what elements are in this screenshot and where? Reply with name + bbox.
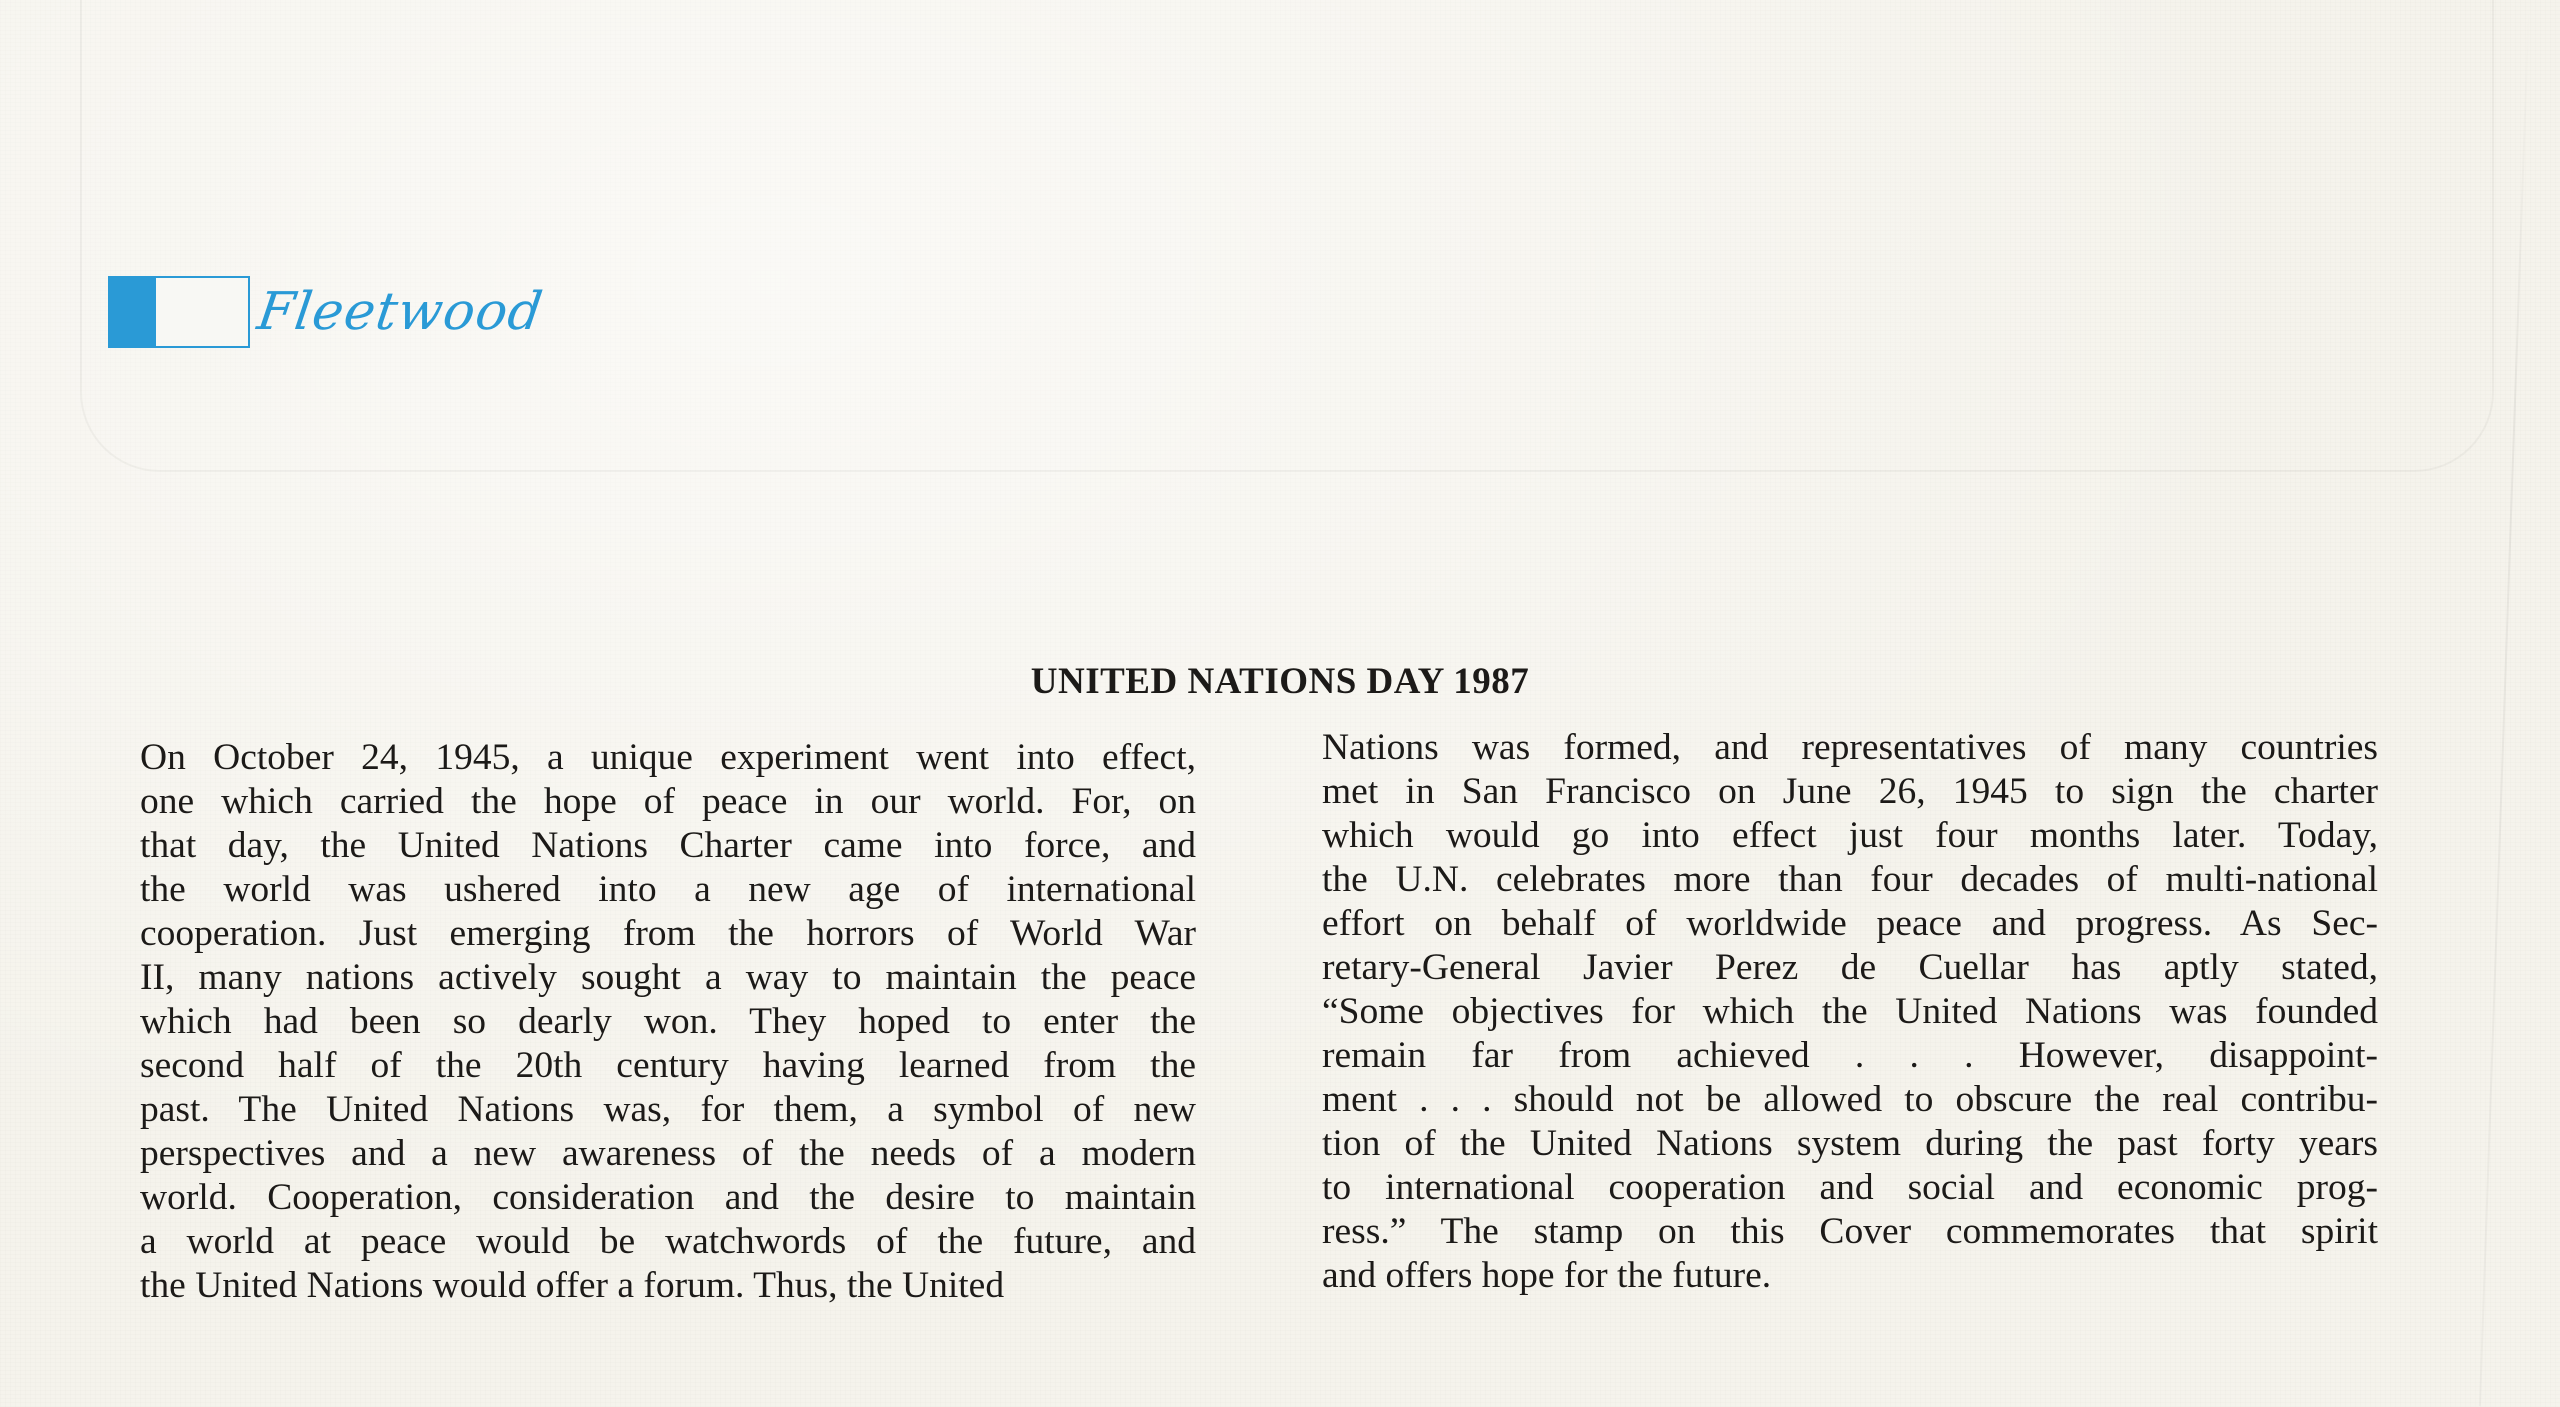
text-line: Nations was formed, and representatives of many countries	[1322, 727, 2378, 768]
text-line: met in San Francisco on June 26, 1945 to sign the charter	[1322, 771, 2378, 812]
logo-box-icon	[108, 276, 250, 348]
text-line: the U.N. celebrates more than four decades of multi-national	[1322, 859, 2378, 900]
text-line: ment . . . should not be allowed to obscure the real contribu-	[1322, 1079, 2378, 1120]
text-line: retary-General Javier Perez de Cuellar has aptly stated,	[1322, 947, 2378, 988]
logo-wordmark: Fleetwood	[253, 282, 547, 342]
text-line: and offers hope for the future.	[1322, 1255, 1772, 1296]
text-line: the United Nations would offer a forum. Thus, the United	[140, 1265, 1005, 1306]
text-line: On October 24, 1945, a unique experiment went into effect,	[140, 737, 1196, 778]
text-line: which would go into effect just four months later. Today,	[1322, 815, 2378, 856]
text-line: that day, the United Nations Charter came into force, and	[140, 825, 1196, 866]
text-line: world. Cooperation, consideration and the desire to maintain	[140, 1177, 1196, 1218]
left-text-column	[140, 736, 1196, 1308]
text-line: tion of the United Nations system during the past forty years	[1322, 1123, 2378, 1164]
text-line: past. The United Nations was, for them, a symbol of new	[140, 1089, 1196, 1130]
text-line: effort on behalf of worldwide peace and progress. As Sec-	[1322, 903, 2378, 944]
text-line: remain far from achieved . . . However, disappoint-	[1322, 1035, 2378, 1076]
fleetwood-logo	[108, 274, 547, 350]
text-line: a world at peace would be watchwords of the future, and	[140, 1221, 1196, 1262]
text-line: “Some objectives for which the United Nations was founded	[1322, 991, 2378, 1032]
text-line: cooperation. Just emerging from the horrors of World War	[140, 913, 1196, 954]
right-text-column	[1322, 726, 2378, 1298]
text-line: to international cooperation and social and economic prog-	[1322, 1167, 2378, 1208]
text-line: II, many nations actively sought a way to maintain the peace	[140, 957, 1196, 998]
text-line: one which carried the hope of peace in our world. For, on	[140, 781, 1196, 822]
text-line: perspectives and a new awareness of the needs of a modern	[140, 1133, 1196, 1174]
text-line: ress.” The stamp on this Cover commemorates that spirit	[1322, 1211, 2378, 1252]
text-line: the world was ushered into a new age of international	[140, 869, 1196, 910]
text-line: second half of the 20th century having learned from the	[140, 1045, 1196, 1086]
text-line: which had been so dearly won. They hoped to enter the	[140, 1001, 1196, 1042]
logo-fill	[110, 278, 156, 346]
envelope-flap	[80, 0, 2494, 472]
page-title: UNITED NATIONS DAY 1987	[1030, 661, 1530, 702]
